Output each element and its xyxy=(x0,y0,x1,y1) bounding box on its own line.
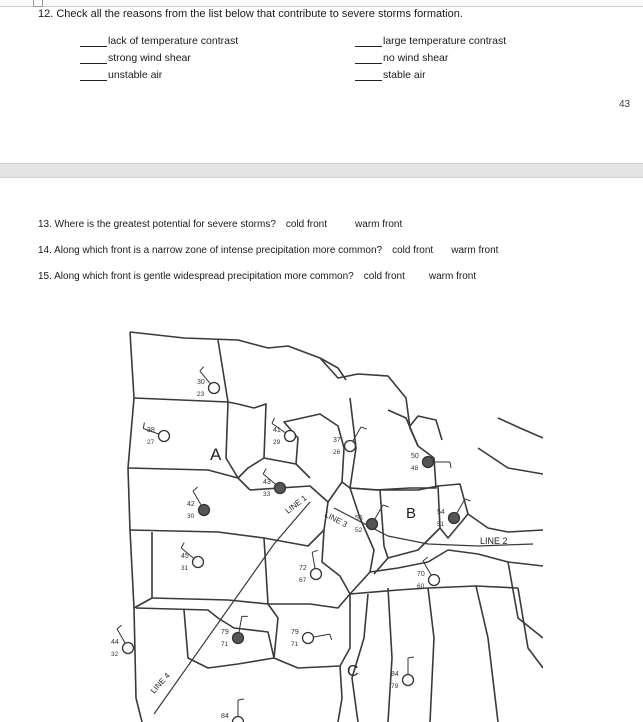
page-corner-marker xyxy=(33,0,43,7)
station-temperature: 56 xyxy=(355,515,363,522)
q15-choice-cold-front[interactable]: cold front xyxy=(363,271,405,282)
wind-barb-feather xyxy=(423,557,428,561)
line-3-label: LINE 3 xyxy=(323,509,349,530)
station-dewpoint: 33 xyxy=(263,491,271,498)
wind-barb-feather xyxy=(361,427,367,429)
station-temperature: 42 xyxy=(187,501,195,508)
wind-barb-feather xyxy=(465,499,471,501)
station-temperature: 79 xyxy=(221,629,229,636)
option-unstable-air[interactable] xyxy=(80,69,162,81)
station-model xyxy=(333,427,367,456)
wind-barb-feather xyxy=(408,657,414,658)
q14-choice-cold-front[interactable]: cold front xyxy=(392,245,434,256)
wind-barb-feather xyxy=(263,469,266,474)
station-dewpoint: 30 xyxy=(187,513,195,520)
answer-blank[interactable] xyxy=(80,70,107,81)
cloud-cover-overcast-icon xyxy=(423,457,434,468)
station-dewpoint: 52 xyxy=(355,527,363,534)
station-dewpoint: 29 xyxy=(273,439,281,446)
station-model xyxy=(187,487,210,520)
worksheet-page-top xyxy=(0,0,643,163)
option-large-temperature-contrast[interactable] xyxy=(355,35,506,47)
station-model xyxy=(143,423,169,446)
cloud-cover-overcast-icon xyxy=(199,505,210,516)
cloud-cover-clear-icon xyxy=(403,675,414,686)
wind-barb-feather xyxy=(238,699,244,700)
answer-blank[interactable] xyxy=(80,53,107,64)
station-temperature: 43 xyxy=(263,479,271,486)
question-15-text: 15. Along which front is gentle widespread precipitation more common? xyxy=(38,271,354,282)
cloud-cover-clear-icon xyxy=(311,569,322,580)
wind-barb-feather xyxy=(200,367,204,372)
answer-blank[interactable] xyxy=(355,70,382,81)
option-label: stable air xyxy=(383,69,426,81)
station-model xyxy=(111,625,134,658)
answer-blank[interactable] xyxy=(80,36,107,47)
station-model xyxy=(299,550,322,584)
station-temperature: 84 xyxy=(391,671,399,678)
station-model xyxy=(221,616,248,648)
station-dewpoint: 71 xyxy=(291,641,299,648)
cloud-cover-clear-icon xyxy=(159,431,170,442)
station-model xyxy=(291,629,332,648)
option-stable-air[interactable] xyxy=(355,69,426,81)
station-model xyxy=(391,657,414,690)
station-model xyxy=(197,367,220,398)
cloud-cover-overcast-icon xyxy=(449,513,460,524)
cloud-cover-overcast-icon xyxy=(233,633,244,644)
question-14 xyxy=(38,245,498,256)
weather-station-map xyxy=(88,318,543,722)
station-temperature: 45 xyxy=(181,553,189,560)
wind-barb-feather xyxy=(193,487,198,491)
question-13 xyxy=(38,219,402,230)
cloud-cover-overcast-icon xyxy=(367,519,378,530)
option-no-wind-shear[interactable] xyxy=(355,52,448,64)
wind-barb-feather xyxy=(272,418,275,423)
answer-blank[interactable] xyxy=(355,53,382,64)
station-dewpoint: 23 xyxy=(197,391,205,398)
station-model xyxy=(221,699,244,722)
station-model xyxy=(181,543,204,572)
cloud-cover-overcast-icon xyxy=(275,483,286,494)
option-label: strong wind shear xyxy=(108,52,191,64)
line-2-label: LINE 2 xyxy=(480,536,508,546)
question-14-text: 14. Along which front is a narrow zone of intense precipitation more common? xyxy=(38,245,383,256)
station-dewpoint: 67 xyxy=(299,577,307,584)
page-break xyxy=(0,163,643,178)
station-temperature: 72 xyxy=(299,565,307,572)
station-temperature: 70 xyxy=(417,571,425,578)
station-dewpoint: 79 xyxy=(391,683,399,690)
region-label-b: B xyxy=(406,505,417,522)
question-15 xyxy=(38,271,476,282)
cloud-cover-clear-icon xyxy=(193,557,204,568)
station-dewpoint: 51 xyxy=(437,521,445,528)
wind-barb-feather xyxy=(143,423,144,429)
station-dewpoint: 71 xyxy=(221,641,229,648)
station-temperature: 79 xyxy=(291,629,299,636)
wind-barb-feather xyxy=(383,505,389,507)
q14-choice-warm-front[interactable]: warm front xyxy=(451,245,499,256)
wind-barb-feather xyxy=(312,550,318,552)
station-dewpoint: 48 xyxy=(411,465,419,472)
station-temperature: 50 xyxy=(411,453,419,460)
cloud-cover-clear-icon xyxy=(285,431,296,442)
option-label: no wind shear xyxy=(383,52,449,64)
station-dewpoint: 32 xyxy=(111,651,119,658)
option-label: unstable air xyxy=(108,69,163,81)
q15-choice-warm-front[interactable]: warm front xyxy=(428,271,477,282)
wind-barb-feather xyxy=(330,634,332,640)
question-13-text: 13. Where is the greatest potential for severe storms? xyxy=(38,219,276,230)
region-label-c: C xyxy=(347,663,359,680)
cloud-cover-clear-icon xyxy=(209,383,220,394)
option-label: lack of temperature contrast xyxy=(108,35,239,47)
station-dewpoint: 27 xyxy=(147,439,155,446)
station-dewpoint: 26 xyxy=(333,449,341,456)
region-label-a: A xyxy=(210,445,222,464)
wind-barb-feather xyxy=(181,543,184,548)
station-dewpoint: 60 xyxy=(417,583,425,590)
wind-barb-feather xyxy=(117,625,122,629)
question-12-text: 12. Check all the reasons from the list below that contribute to severe storms formation. xyxy=(38,8,463,20)
cloud-cover-clear-icon xyxy=(345,441,356,452)
wind-barb-feather xyxy=(450,462,451,468)
option-strong-wind-shear[interactable] xyxy=(80,52,191,64)
station-dewpoint: 31 xyxy=(181,565,189,572)
ruler-strip xyxy=(0,0,643,7)
option-lack-temperature-contrast[interactable] xyxy=(80,35,238,47)
station-temperature: 37 xyxy=(333,437,341,444)
cloud-cover-clear-icon xyxy=(123,643,134,654)
line-4-label: LINE 4 xyxy=(148,671,172,696)
cloud-cover-clear-icon xyxy=(303,633,314,644)
q13-choice-warm-front[interactable]: warm front xyxy=(355,219,403,230)
answer-blank[interactable] xyxy=(355,36,382,47)
page-number: 43 xyxy=(619,99,631,110)
line-1-label: LINE 1 xyxy=(283,493,309,516)
station-temperature: 84 xyxy=(221,713,229,720)
option-label: large temperature contrast xyxy=(383,35,507,47)
cloud-cover-clear-icon xyxy=(233,717,244,722)
station-temperature: 30 xyxy=(197,379,205,386)
station-temperature: 38 xyxy=(147,427,155,434)
station-temperature: 54 xyxy=(437,509,445,516)
cloud-cover-clear-icon xyxy=(429,575,440,586)
station-temperature: 41 xyxy=(273,427,281,434)
station-model xyxy=(263,469,286,498)
station-temperature: 44 xyxy=(111,639,119,646)
q13-choice-cold-front[interactable]: cold front xyxy=(285,219,328,230)
